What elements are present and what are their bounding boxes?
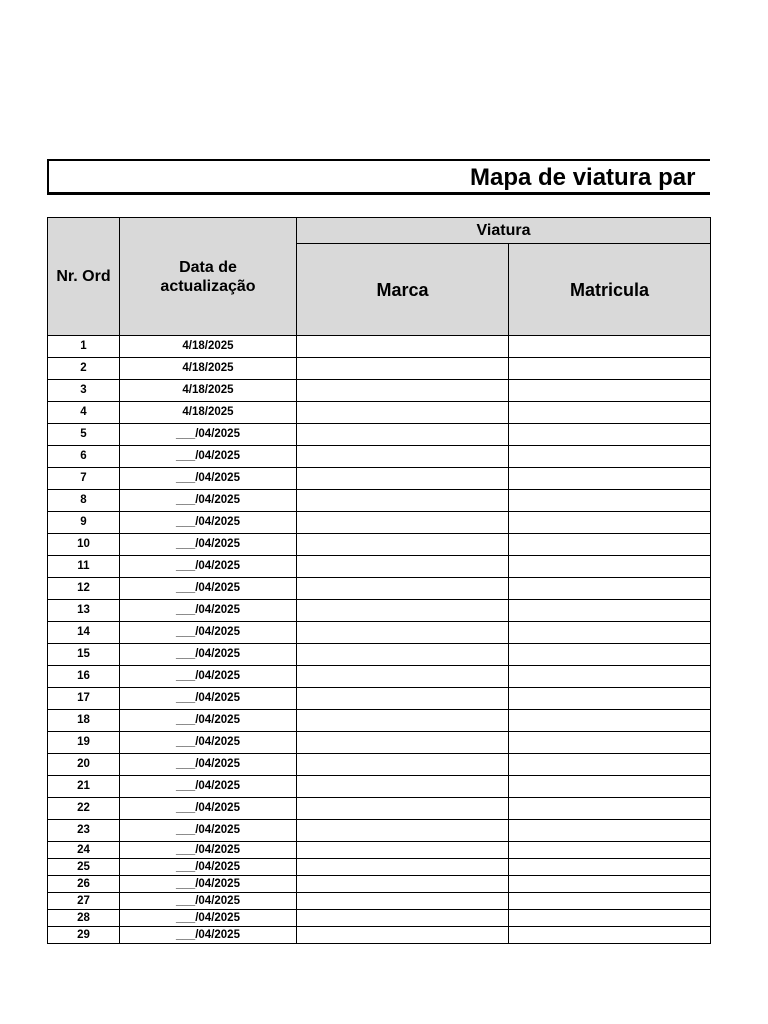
cell-marca[interactable]	[297, 666, 509, 688]
cell-data-actualizacao: ___/04/2025	[120, 512, 297, 534]
cell-nr-ord: 22	[48, 798, 120, 820]
cell-data-actualizacao: ___/04/2025	[120, 468, 297, 490]
cell-marca[interactable]	[297, 490, 509, 512]
title-bar	[47, 159, 710, 195]
table-row	[48, 600, 711, 622]
cell-data-actualizacao: ___/04/2025	[120, 710, 297, 732]
table-row	[48, 622, 711, 644]
cell-matricula[interactable]	[509, 927, 711, 944]
cell-data-actualizacao: ___/04/2025	[120, 732, 297, 754]
cell-matricula[interactable]	[509, 534, 711, 556]
table-row	[48, 490, 711, 512]
cell-data-actualizacao: ___/04/2025	[120, 859, 297, 876]
cell-matricula[interactable]	[509, 798, 711, 820]
cell-data-actualizacao: ___/04/2025	[120, 776, 297, 798]
cell-data-actualizacao: ___/04/2025	[120, 578, 297, 600]
cell-marca[interactable]	[297, 512, 509, 534]
table-row	[48, 876, 711, 893]
cell-data-actualizacao: ___/04/2025	[120, 490, 297, 512]
cell-marca[interactable]	[297, 644, 509, 666]
table-row	[48, 336, 711, 358]
table-row	[48, 666, 711, 688]
cell-data-actualizacao: ___/04/2025	[120, 876, 297, 893]
page-title: Mapa de viatura par	[470, 164, 696, 191]
cell-marca[interactable]	[297, 876, 509, 893]
table-row	[48, 798, 711, 820]
table-row	[48, 688, 711, 710]
cell-marca[interactable]	[297, 424, 509, 446]
cell-matricula[interactable]	[509, 776, 711, 798]
cell-matricula[interactable]	[509, 556, 711, 578]
cell-data-actualizacao: 4/18/2025	[120, 336, 297, 358]
cell-matricula[interactable]	[509, 842, 711, 859]
cell-nr-ord: 2	[48, 358, 120, 380]
cell-matricula[interactable]	[509, 688, 711, 710]
cell-marca[interactable]	[297, 688, 509, 710]
cell-data-actualizacao: ___/04/2025	[120, 754, 297, 776]
table-row	[48, 644, 711, 666]
table-row	[48, 402, 711, 424]
cell-nr-ord: 23	[48, 820, 120, 842]
cell-matricula[interactable]	[509, 622, 711, 644]
table-row	[48, 842, 711, 859]
cell-data-actualizacao: ___/04/2025	[120, 600, 297, 622]
cell-marca[interactable]	[297, 622, 509, 644]
cell-data-actualizacao: ___/04/2025	[120, 842, 297, 859]
cell-nr-ord: 26	[48, 876, 120, 893]
table-row	[48, 424, 711, 446]
header-data-line2: actualização	[160, 277, 256, 295]
table-row	[48, 380, 711, 402]
cell-nr-ord: 5	[48, 424, 120, 446]
cell-data-actualizacao: ___/04/2025	[120, 424, 297, 446]
cell-marca[interactable]	[297, 754, 509, 776]
cell-nr-ord: 8	[48, 490, 120, 512]
cell-nr-ord: 1	[48, 336, 120, 358]
cell-nr-ord: 27	[48, 893, 120, 910]
cell-nr-ord: 3	[48, 380, 120, 402]
header-data-actualizacao	[120, 218, 297, 336]
cell-data-actualizacao: ___/04/2025	[120, 622, 297, 644]
vehicle-table	[47, 217, 711, 944]
cell-nr-ord: 12	[48, 578, 120, 600]
cell-marca[interactable]	[297, 798, 509, 820]
cell-marca[interactable]	[297, 402, 509, 424]
table-row	[48, 468, 711, 490]
cell-data-actualizacao: ___/04/2025	[120, 556, 297, 578]
cell-matricula[interactable]	[509, 644, 711, 666]
cell-data-actualizacao: 4/18/2025	[120, 358, 297, 380]
cell-nr-ord: 4	[48, 402, 120, 424]
cell-nr-ord: 16	[48, 666, 120, 688]
cell-marca[interactable]	[297, 710, 509, 732]
table-row	[48, 358, 711, 380]
cell-matricula[interactable]	[509, 910, 711, 927]
cell-nr-ord: 18	[48, 710, 120, 732]
cell-nr-ord: 25	[48, 859, 120, 876]
cell-marca[interactable]	[297, 893, 509, 910]
table-body	[48, 336, 711, 944]
cell-matricula[interactable]	[509, 732, 711, 754]
cell-data-actualizacao: ___/04/2025	[120, 820, 297, 842]
cell-marca[interactable]	[297, 910, 509, 927]
header-matricula: Matricula	[509, 244, 711, 336]
cell-nr-ord: 14	[48, 622, 120, 644]
cell-matricula[interactable]	[509, 336, 711, 358]
cell-matricula[interactable]	[509, 512, 711, 534]
cell-marca[interactable]	[297, 776, 509, 798]
cell-marca[interactable]	[297, 578, 509, 600]
cell-data-actualizacao: ___/04/2025	[120, 446, 297, 468]
table-row	[48, 910, 711, 927]
table-row	[48, 732, 711, 754]
table-row	[48, 556, 711, 578]
table-row	[48, 776, 711, 798]
cell-nr-ord: 7	[48, 468, 120, 490]
cell-marca[interactable]	[297, 732, 509, 754]
cell-marca[interactable]	[297, 358, 509, 380]
cell-data-actualizacao: ___/04/2025	[120, 927, 297, 944]
cell-data-actualizacao: 4/18/2025	[120, 380, 297, 402]
cell-data-actualizacao: ___/04/2025	[120, 534, 297, 556]
cell-marca[interactable]	[297, 927, 509, 944]
cell-matricula[interactable]	[509, 578, 711, 600]
cell-marca[interactable]	[297, 600, 509, 622]
header-nr-ord: Nr. Ord	[48, 218, 120, 336]
cell-marca[interactable]	[297, 556, 509, 578]
cell-marca[interactable]	[297, 534, 509, 556]
cell-nr-ord: 24	[48, 842, 120, 859]
header-data-line1: Data de	[179, 258, 237, 276]
cell-nr-ord: 11	[48, 556, 120, 578]
cell-nr-ord: 15	[48, 644, 120, 666]
cell-data-actualizacao: ___/04/2025	[120, 666, 297, 688]
cell-data-actualizacao: ___/04/2025	[120, 910, 297, 927]
header-marca: Marca	[297, 244, 509, 336]
cell-nr-ord: 19	[48, 732, 120, 754]
cell-marca[interactable]	[297, 468, 509, 490]
cell-marca[interactable]	[297, 859, 509, 876]
table-row	[48, 893, 711, 910]
cell-matricula[interactable]	[509, 468, 711, 490]
header-viatura: Viatura	[297, 218, 711, 244]
table-row	[48, 512, 711, 534]
table-row	[48, 578, 711, 600]
table-row	[48, 446, 711, 468]
cell-matricula[interactable]	[509, 754, 711, 776]
cell-marca[interactable]	[297, 446, 509, 468]
cell-nr-ord: 6	[48, 446, 120, 468]
cell-nr-ord: 17	[48, 688, 120, 710]
table-header	[48, 218, 711, 336]
cell-nr-ord: 29	[48, 927, 120, 944]
cell-data-actualizacao: ___/04/2025	[120, 644, 297, 666]
cell-nr-ord: 28	[48, 910, 120, 927]
table-row	[48, 820, 711, 842]
cell-nr-ord: 20	[48, 754, 120, 776]
cell-matricula[interactable]	[509, 893, 711, 910]
cell-marca[interactable]	[297, 380, 509, 402]
table-row	[48, 859, 711, 876]
cell-matricula[interactable]	[509, 820, 711, 842]
cell-marca[interactable]	[297, 842, 509, 859]
cell-nr-ord: 9	[48, 512, 120, 534]
cell-data-actualizacao: 4/18/2025	[120, 402, 297, 424]
cell-marca[interactable]	[297, 820, 509, 842]
cell-matricula[interactable]	[509, 490, 711, 512]
table-row	[48, 710, 711, 732]
cell-marca[interactable]	[297, 336, 509, 358]
cell-matricula[interactable]	[509, 600, 711, 622]
cell-matricula[interactable]	[509, 666, 711, 688]
cell-matricula[interactable]	[509, 859, 711, 876]
cell-data-actualizacao: ___/04/2025	[120, 893, 297, 910]
cell-matricula[interactable]	[509, 380, 711, 402]
cell-matricula[interactable]	[509, 446, 711, 468]
table-row	[48, 534, 711, 556]
cell-nr-ord: 13	[48, 600, 120, 622]
cell-matricula[interactable]	[509, 402, 711, 424]
cell-matricula[interactable]	[509, 876, 711, 893]
cell-matricula[interactable]	[509, 710, 711, 732]
cell-matricula[interactable]	[509, 424, 711, 446]
cell-matricula[interactable]	[509, 358, 711, 380]
cell-data-actualizacao: ___/04/2025	[120, 688, 297, 710]
cell-data-actualizacao: ___/04/2025	[120, 798, 297, 820]
table-row	[48, 927, 711, 944]
cell-nr-ord: 10	[48, 534, 120, 556]
table-row	[48, 754, 711, 776]
cell-nr-ord: 21	[48, 776, 120, 798]
